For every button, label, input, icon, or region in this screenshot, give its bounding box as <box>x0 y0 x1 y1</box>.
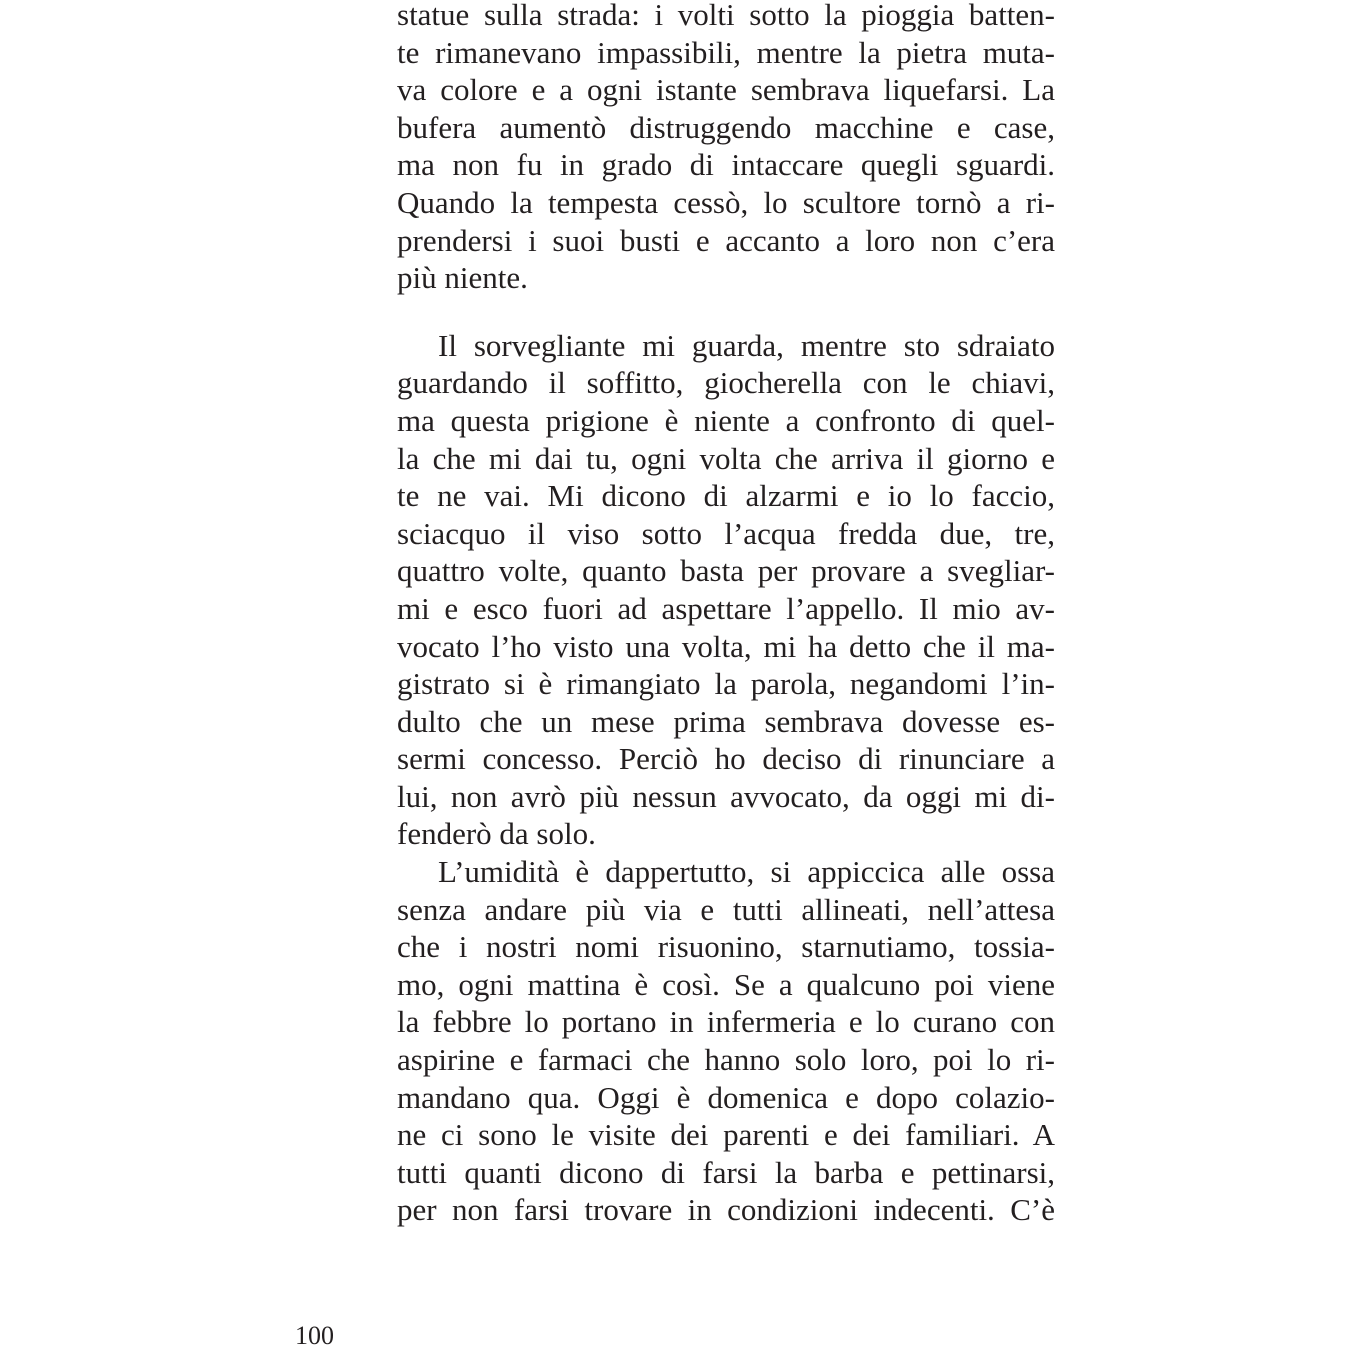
text-line: fenderò da solo. <box>397 816 596 852</box>
text-line: senza andare più via e tutti allineati, nell’attesa <box>397 891 1055 927</box>
text-line: L’umidità è dappertutto, si appiccica alle ossa <box>438 854 1055 890</box>
text-line: che i nostri nomi risuonino, starnutiamo, tossia- <box>397 929 1055 965</box>
text-line: va colore e a ogni istante sembrava liquefarsi. La <box>397 72 1055 108</box>
body-text <box>397 0 1055 1229</box>
paragraph-1 <box>397 0 1055 297</box>
text-line: la febbre lo portano in infermeria e lo curano con <box>397 1004 1055 1040</box>
text-line: bufera aumentò distruggendo macchine e case, <box>397 109 1055 145</box>
text-line: Quando la tempesta cessò, lo scultore tornò a ri- <box>397 184 1055 220</box>
text-line: gistrato si è rimangiato la parola, negandomi l’in- <box>397 666 1055 702</box>
text-line: aspirine e farmaci che hanno solo loro, poi lo ri- <box>397 1042 1055 1078</box>
text-line: per non farsi trovare in condizioni indecenti. C’è <box>397 1192 1055 1228</box>
text-line: te rimanevano impassibili, mentre la pietra muta- <box>397 34 1055 70</box>
text-line: sciacquo il viso sotto l’acqua fredda due, tre, <box>397 515 1055 551</box>
text-line: sermi concesso. Perciò ho deciso di rinunciare a <box>397 741 1055 777</box>
text-line: la che mi dai tu, ogni volta che arriva il giorno e <box>397 440 1055 476</box>
text-line: vocato l’ho visto una volta, mi ha detto che il ma- <box>397 628 1055 664</box>
text-line: ma questa prigione è niente a confronto di quel- <box>397 402 1055 438</box>
paragraph-3 <box>397 853 1055 1229</box>
text-line: più niente. <box>397 260 528 296</box>
text-line: guardando il soffitto, giocherella con le chiavi, <box>397 365 1055 401</box>
text-line: Il sorvegliante mi guarda, mentre sto sdraiato <box>438 327 1055 363</box>
text-line: mi e esco fuori ad aspettare l’appello. Il mio av- <box>397 590 1055 626</box>
page-number: 100 <box>295 1321 334 1350</box>
text-line: dulto che un mese prima sembrava dovesse es- <box>397 703 1055 739</box>
text-line: ma non fu in grado di intaccare quegli sguardi. <box>397 147 1055 183</box>
text-line: prendersi i suoi busti e accanto a loro non c’era <box>397 222 1055 258</box>
text-line: mandano qua. Oggi è domenica e dopo colazio- <box>397 1079 1055 1115</box>
text-line: mo, ogni mattina è così. Se a qualcuno poi viene <box>397 966 1055 1002</box>
text-line: lui, non avrò più nessun avvocato, da oggi mi di- <box>397 778 1055 814</box>
paragraph-2 <box>397 327 1055 853</box>
text-line: te ne vai. Mi dicono di alzarmi e io lo faccio, <box>397 478 1055 514</box>
section-break <box>397 297 1055 327</box>
text-line: ne ci sono le visite dei parenti e dei familiari. A <box>397 1117 1055 1153</box>
text-line: quattro volte, quanto basta per provare a svegliar- <box>397 553 1055 589</box>
text-line: statue sulla strada: i volti sotto la pioggia batten- <box>397 0 1055 32</box>
text-line: tutti quanti dicono di farsi la barba e pettinarsi, <box>397 1154 1055 1190</box>
